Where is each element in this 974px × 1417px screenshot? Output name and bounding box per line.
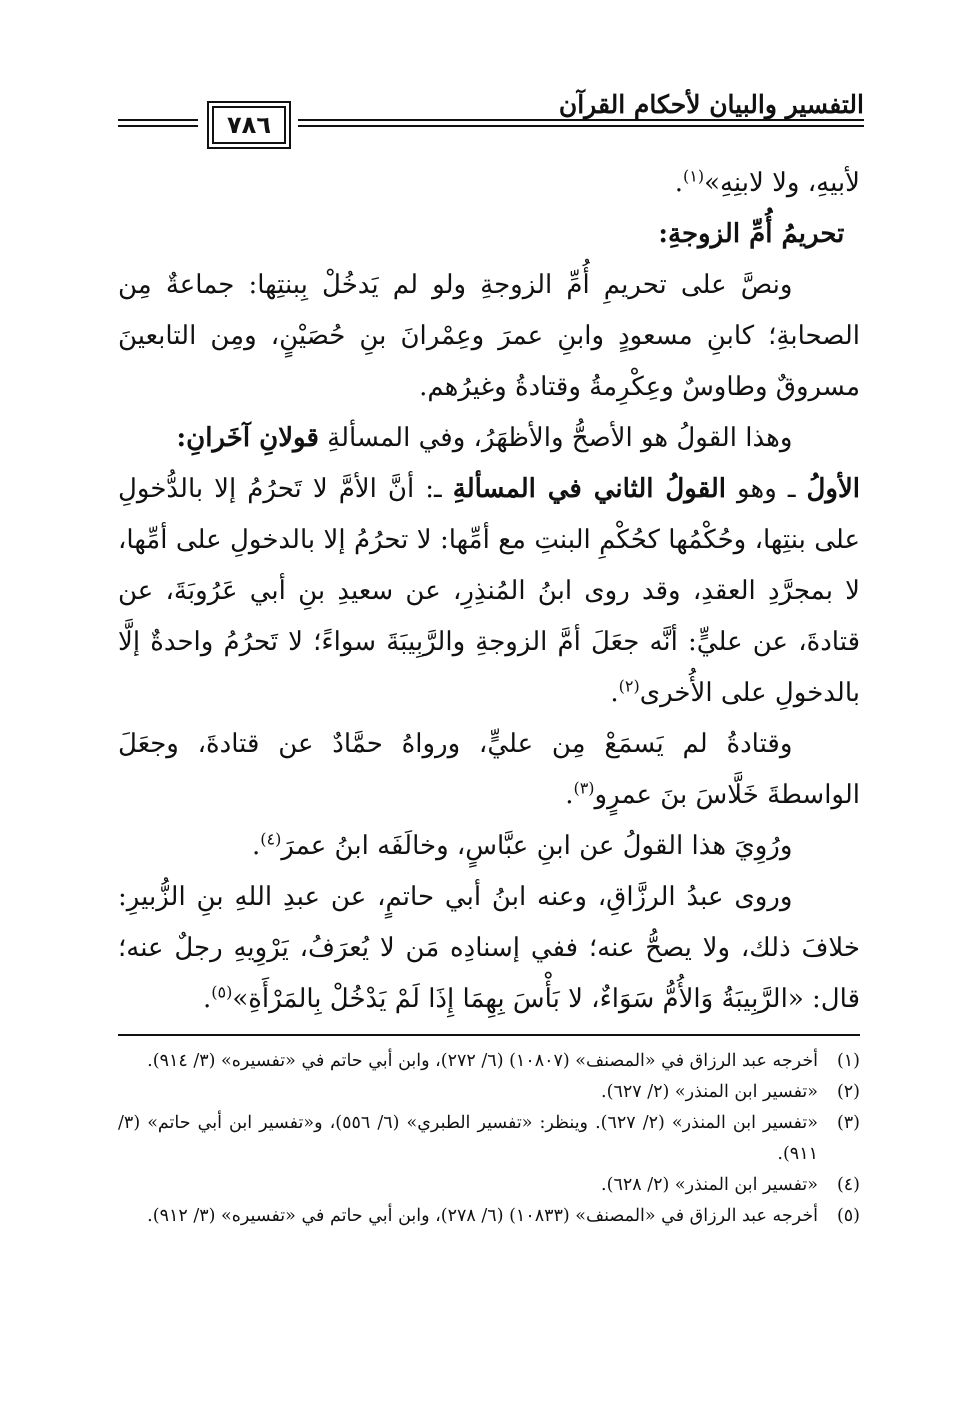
footnote-ref: (٢): [618, 676, 640, 696]
bold-text: قولانِ آخَرانِ:: [176, 423, 319, 453]
footnote: [118, 1201, 860, 1232]
paragraph: [118, 413, 860, 464]
footnotes: [118, 1046, 860, 1232]
footnote-text: أخرجه عبد الرزاق في «المصنف» (١٠٨٠٧) (٦/ ٢٧٢)، وابن أبي حاتم في «تفسيره» (٣/ ٩١٤).: [147, 1051, 818, 1071]
footnote-ref: (٤): [260, 829, 282, 849]
page-number: ٧٨٦: [212, 106, 286, 144]
book-title: التفسير والبيان لأحكام القرآن: [558, 90, 864, 119]
footnote-separator: [118, 1034, 860, 1036]
footnote-text: «تفسير ابن المنذر» (٢/ ٦٢٧).: [601, 1082, 818, 1102]
section-heading: تحريمُ أُمِّ الزوجةِ:: [658, 219, 845, 249]
paragraph-text: وروى عبدُ الرزَّاقِ، وعنه ابنُ أبي حاتمٍ، عن عبدِ اللهِ بنِ الزُّبيرِ: خلافَ ذلك، ولا يصحُّ عنه؛ ففي إسنادِه مَن لا يُعرَفُ، يَرْوِيهِ رجلٌ عنه؛ قال: «الرَّبِيبَةُ وَالأُمُّ سَوَاءٌ، لا بَأْسَ بِهِمَا إِذَا لَمْ يَدْخُلْ بِالمَرْأَةِ»: [118, 882, 860, 1014]
paragraph: [118, 158, 860, 209]
footnote-number: (٥): [836, 1206, 860, 1226]
footnote-text: أخرجه عبد الرزاق في «المصنف» (١٠٨٣٣) (٦/ ٢٧٨)، وابن أبي حاتم في «تفسيره» (٣/ ٩١٢).: [147, 1206, 818, 1226]
header-rule-left: [118, 119, 198, 121]
footnote-text: «تفسير ابن المنذر» (٢/ ٦٢٨).: [601, 1175, 818, 1195]
paragraph: [118, 719, 860, 821]
paragraph-end: .: [252, 831, 261, 861]
paragraph-text: ـ وهو: [726, 474, 807, 504]
header-rule-right-lower: [298, 125, 864, 127]
paragraph-text: ورُوِيَ هذا القولُ عن ابنِ عبَّاسٍ، وخالَفَه ابنُ عمرَ: [281, 831, 793, 861]
footnote: [118, 1108, 860, 1170]
footnote-text: «تفسير ابن المنذر» (٢/ ٦٢٧). وينظر: «تفسير الطبري» (٦/ ٥٥٦)، و«تفسير ابن أبي حاتم» (٣/ ٩١١).: [118, 1113, 818, 1164]
paragraph-text: ـ: أنَّ الأمَّ لا تَحرُمُ إلا بالدُّخولِ على بنتِها، وحُكْمُها كحُكْمِ البنتِ مع أمِّها: لا تحرُمُ إلا بالدخولِ على أمِّها، لا بمجرَّدِ العقدِ، وقد روى ابنُ المُنذِرِ، عن سعيدِ بنِ أبي عَرُوبَةَ، عن قتادةَ، عن عليٍّ: أنَّه جعَلَ أمَّ الزوجةِ والرَّبِيبَةَ سواءً؛ لا تَحرُمُ واحدةٌ إلَّا بالدخولِ على الأُخرى: [118, 474, 860, 708]
paragraph-text: لأبيهِ، ولا لابنِهِ»: [704, 168, 860, 198]
bold-text: الأولُ: [806, 474, 860, 504]
footnote-number: (١): [836, 1051, 860, 1071]
footnote-number: (٤): [836, 1175, 860, 1195]
footnote: [118, 1077, 860, 1108]
footnote-ref: (٣): [573, 778, 595, 798]
paragraph: [118, 872, 860, 1025]
paragraph: ونصَّ على تحريمِ أُمِّ الزوجةِ ولو لم يَدخُلْ بِبنتِها: جماعةٌ مِن الصحابةِ؛ كابنِ مسعودٍ وابنِ عمرَ وعِمْرانَ بنِ حُصَيْنٍ، ومِن التابعينَ مسروقٌ وطاوسٌ وعِكْرِمةُ وقتادةُ وغيرُهم.: [118, 270, 860, 402]
paragraph-text: وقتادةُ لم يَسمَعْ مِن عليٍّ، ورواهُ حمَّادٌ عن قتادةَ، وجعَلَ الواسطةَ خَلَّاسَ بنَ عمرٍو: [118, 729, 860, 810]
paragraph: [118, 821, 860, 872]
paragraph-end: .: [674, 168, 683, 198]
header-rule-left-lower: [118, 125, 198, 127]
footnote-ref: (١): [682, 166, 705, 186]
paragraph-end: .: [565, 780, 574, 810]
page-header: [118, 88, 864, 148]
footnote-number: (٣): [836, 1113, 860, 1133]
header-rule-right: [298, 119, 864, 121]
paragraph: [118, 464, 860, 719]
paragraph-end: .: [202, 984, 212, 1014]
paragraph-text: وهذا القولُ هو الأصحُّ والأظهَرُ، وفي المسألةِ: [318, 423, 793, 453]
bold-text: القولُ الثاني في المسألةِ: [452, 474, 726, 504]
footnote-ref: (٥): [211, 982, 233, 1002]
footnote-number: (٢): [836, 1082, 860, 1102]
footnote: [118, 1170, 860, 1201]
footnote: [118, 1046, 860, 1077]
paragraph-end: .: [610, 678, 619, 708]
main-text: [118, 158, 860, 1025]
